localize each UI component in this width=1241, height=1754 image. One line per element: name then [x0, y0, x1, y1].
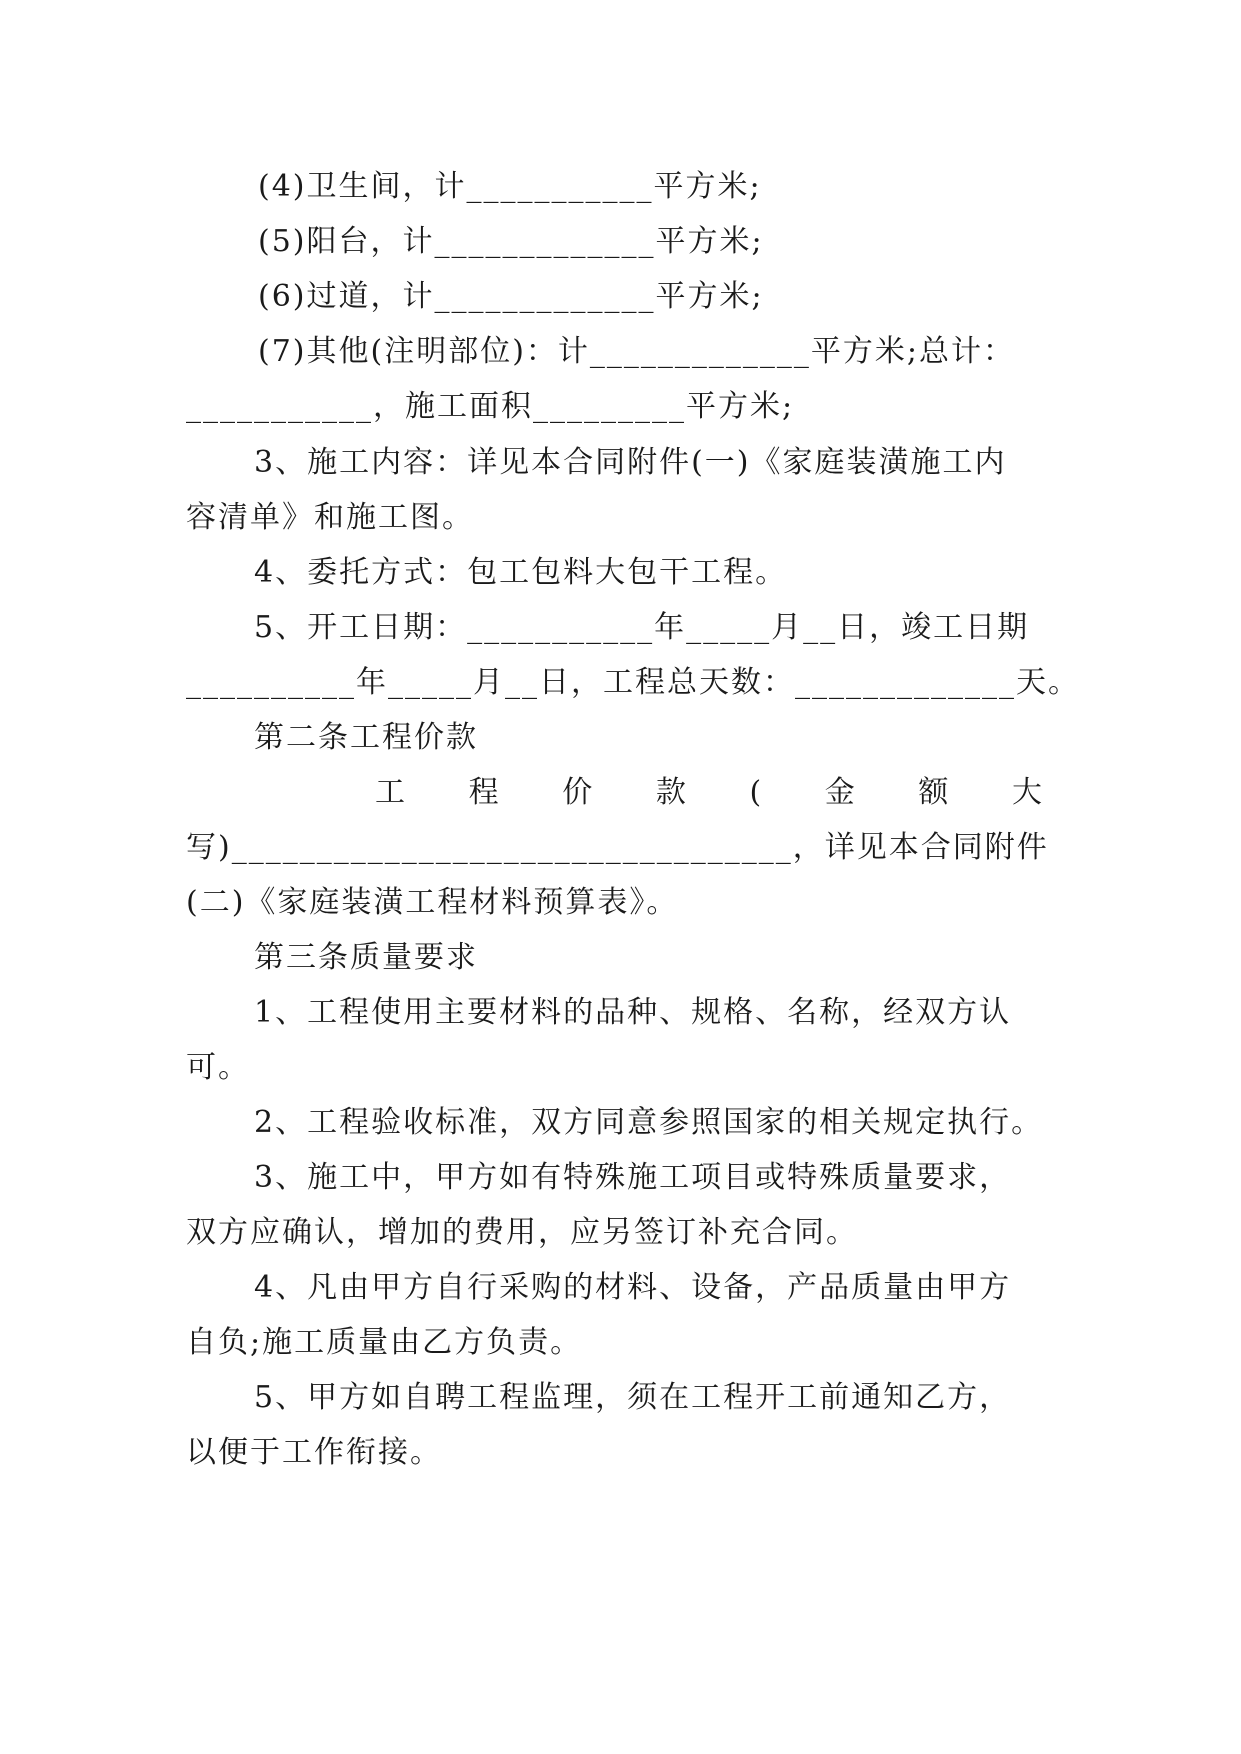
quality-item-2-line: 2、工程验收标准，双方同意参照国家的相关规定执行。 [254, 1105, 1044, 1140]
price-heading-char: ( [749, 775, 762, 810]
price-heading-char: 大 [1011, 775, 1042, 810]
construction-content-line-2: 容清单》和施工图。 [186, 500, 474, 535]
price-heading-char: 金 [824, 775, 855, 810]
quality-item-3-line-2: 双方应确认，增加的费用，应另签订补充合同。 [186, 1215, 858, 1250]
quality-item-1-line-1: 1、工程使用主要材料的品种、规格、名称，经双方认 [254, 995, 1012, 1030]
quality-item-5-line-1: 5、甲方如自聘工程监理，须在工程开工前通知乙方， [254, 1380, 1012, 1415]
area-balcony-line: (5)阳台，计_____________平方米; [258, 224, 764, 259]
quality-item-3-line-1: 3、施工中，甲方如有特殊施工项目或特殊质量要求， [254, 1160, 1012, 1195]
commission-method-line: 4、委托方式：包工包料大包干工程。 [254, 555, 788, 590]
price-heading-spread [375, 768, 1042, 818]
article-3-heading: 第三条质量要求 [254, 940, 478, 975]
price-heading-char: 款 [655, 775, 686, 810]
quality-item-1-line-2: 可。 [186, 1050, 250, 1085]
area-other-line: (7)其他(注明部位)：计_____________平方米;总计： [258, 334, 1016, 369]
schedule-line-1: 5、开工日期：___________年_____月__日，竣工日期 [254, 610, 1030, 645]
area-bathroom-line: (4)卫生间，计___________平方米; [258, 169, 762, 204]
article-2-heading: 第二条工程价款 [254, 720, 478, 755]
quality-item-5-line-2: 以便于工作衔接。 [186, 1435, 442, 1470]
price-amount-line: 写)_________________________________，详见本合同附件 [186, 830, 1049, 865]
quality-item-4-line-2: 自负;施工质量由乙方负责。 [186, 1325, 583, 1360]
price-heading-char: 工 [375, 775, 405, 810]
construction-content-line-1: 3、施工内容：详见本合同附件(一)《家庭装潢施工内 [254, 445, 1007, 480]
price-heading-char: 额 [918, 775, 949, 810]
price-appendix-line: (二)《家庭装潢工程材料预算表》。 [186, 885, 679, 920]
area-total-line: ___________，施工面积_________平方米; [186, 389, 795, 424]
price-heading-char: 程 [468, 775, 499, 810]
quality-item-4-line-1: 4、凡由甲方自行采购的材料、设备，产品质量由甲方 [254, 1270, 1012, 1305]
price-heading-char: 价 [562, 775, 593, 810]
schedule-line-2: __________年_____月__日，工程总天数：_____________天。 [186, 665, 1080, 700]
area-corridor-line: (6)过道，计_____________平方米; [258, 279, 764, 314]
